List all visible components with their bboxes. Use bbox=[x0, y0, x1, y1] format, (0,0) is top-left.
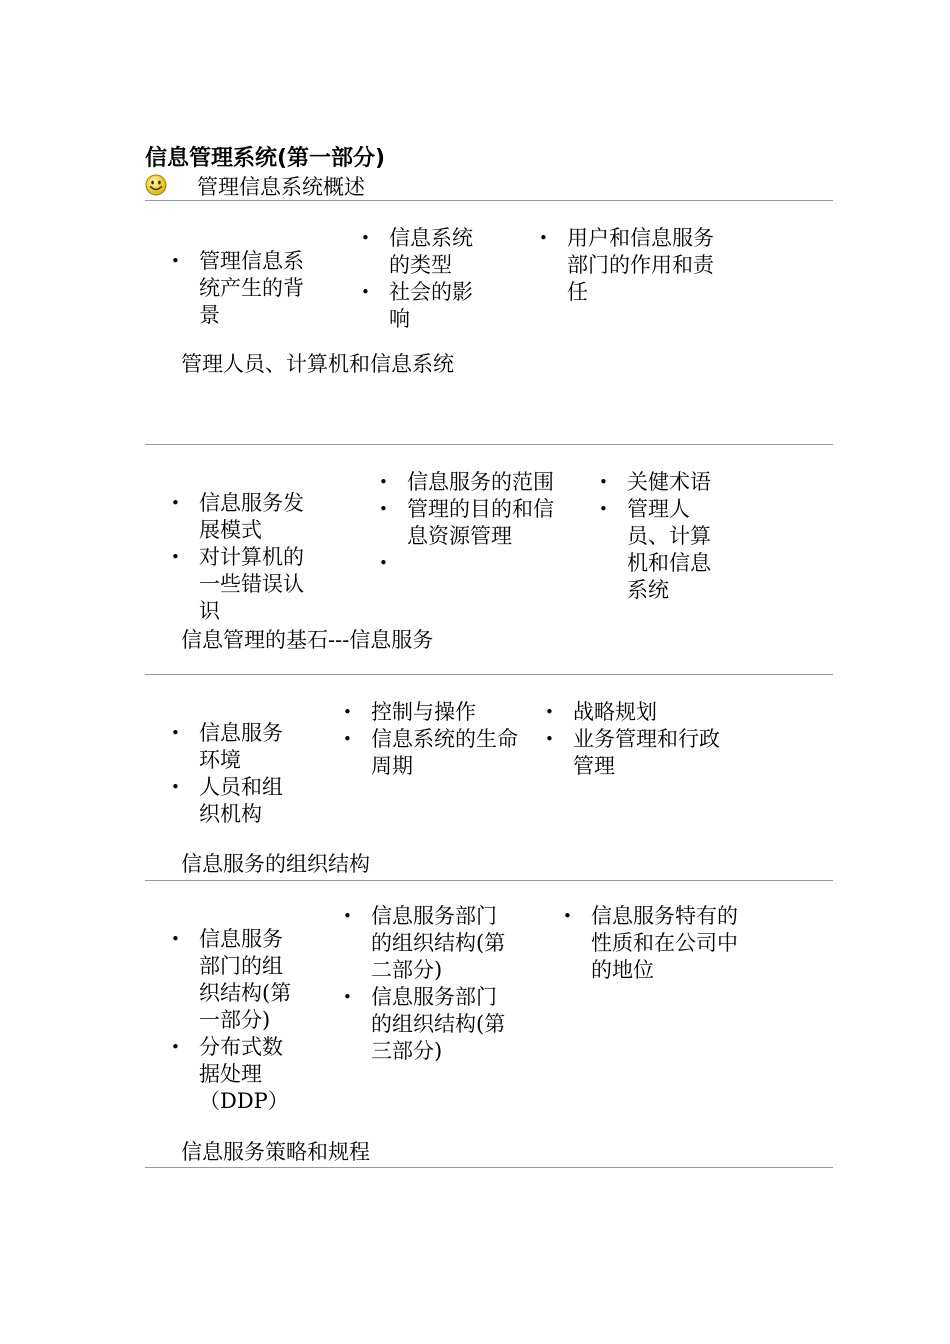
list-item[interactable]: • 人员和组织机构 bbox=[171, 774, 299, 828]
list-item[interactable]: • 控制与操作 bbox=[343, 699, 521, 726]
subtitle-row bbox=[145, 173, 833, 201]
list-item[interactable]: • 管理的目的和信息资源管理 bbox=[379, 496, 557, 550]
list-item[interactable]: • 关健术语 bbox=[599, 469, 725, 496]
toc-section-1 bbox=[145, 201, 833, 445]
list-item[interactable]: • 分布式数据处理（DDP） bbox=[171, 1034, 301, 1115]
list-item[interactable]: • 信息系统的生命周期 bbox=[343, 726, 521, 780]
list-item[interactable] bbox=[379, 550, 557, 577]
list-item[interactable]: • 信息服务部门的组织结构(第三部分) bbox=[343, 984, 515, 1065]
section-3-column-2 bbox=[343, 699, 521, 780]
toc-section-2 bbox=[145, 445, 833, 675]
document-subtitle: 管理信息系统概述 bbox=[197, 175, 365, 199]
section-3-footer: 信息服务的组织结构 bbox=[181, 852, 370, 876]
list-item[interactable]: • 信息服务发展模式 bbox=[171, 490, 323, 544]
list-item[interactable]: • 信息服务的范围 bbox=[379, 469, 557, 496]
toc-section-3 bbox=[145, 675, 833, 881]
list-item[interactable]: • 业务管理和行政管理 bbox=[545, 726, 723, 780]
smiley-face-icon bbox=[145, 174, 167, 196]
list-item[interactable]: • 信息系统的类型 bbox=[361, 225, 491, 279]
list-item[interactable]: • 管理人员、计算机和信息系统 bbox=[599, 496, 725, 604]
section-1-footer: 管理人员、计算机和信息系统 bbox=[181, 352, 454, 376]
list-item[interactable]: • 用户和信息服务部门的作用和责任 bbox=[539, 225, 719, 306]
list-item[interactable]: • 对计算机的一些错误认识 bbox=[171, 544, 323, 625]
section-1-column-2 bbox=[361, 225, 491, 333]
section-1-column-1 bbox=[171, 248, 323, 329]
section-1-column-3 bbox=[539, 225, 719, 306]
section-2-column-1 bbox=[171, 490, 323, 625]
toc-section-4 bbox=[145, 881, 833, 1168]
list-item[interactable]: • 信息服务部门的组织结构(第二部分) bbox=[343, 903, 515, 984]
section-4-column-2 bbox=[343, 903, 515, 1065]
section-3-column-3 bbox=[545, 699, 723, 780]
list-item[interactable]: • 信息服务环境 bbox=[171, 720, 299, 774]
document-title: 信息管理系统(第一部分) bbox=[145, 146, 386, 171]
list-item[interactable]: • 管理信息系统产生的背景 bbox=[171, 248, 323, 329]
list-item[interactable]: • 信息服务部门的组织结构(第一部分) bbox=[171, 926, 301, 1034]
list-item[interactable]: • 社会的影响 bbox=[361, 279, 491, 333]
list-item[interactable]: • 信息服务特有的性质和在公司中的地位 bbox=[563, 903, 743, 984]
section-4-footer: 信息服务策略和规程 bbox=[181, 1140, 370, 1164]
document-body bbox=[145, 145, 833, 1168]
section-4-column-1 bbox=[171, 926, 301, 1115]
section-2-column-2 bbox=[379, 469, 557, 577]
section-2-column-3 bbox=[599, 469, 725, 604]
list-item[interactable]: • 战略规划 bbox=[545, 699, 723, 726]
section-3-column-1 bbox=[171, 720, 299, 828]
section-2-footer: 信息管理的基石---信息服务 bbox=[181, 628, 434, 652]
section-4-column-3 bbox=[563, 903, 743, 984]
